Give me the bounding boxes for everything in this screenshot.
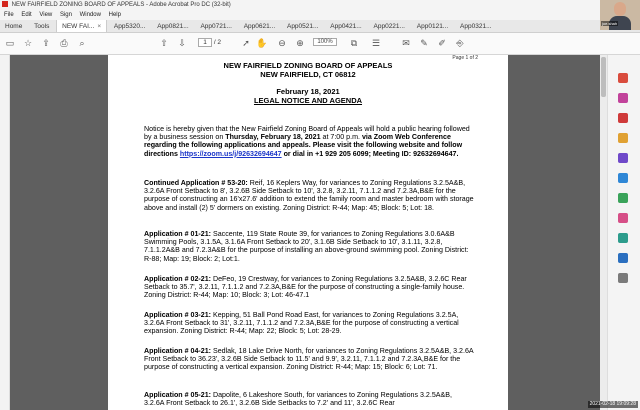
- application-item: Application # 01-21: Saccente, 119 State Route 39, for variances to Zoning Regulations 3.0.6A&B Swimming Pools, 3.1.5A, 3.1.6A Front Setback to 20', 3.1.6B Side Setback to 10', 3.1.11, 3.2.8, 7.1.1.2A&B and 7.2.3A&B for the purpose of installing an above-ground swimming pool. Zoning District: R-88; Map: 19; Block: 2; Lot:1.: [144, 230, 469, 263]
- zoom-out-icon[interactable]: ⊖: [278, 38, 286, 48]
- application-item: Application # 02-21: DeFeo, 19 Crestway, for variances to Zoning Regulations 3.2.5A&B, 3.2.6C Rear Setback to 35.7', 3.2.11, 7.1.1.2 and 7.2.3A,B&E for the purpose of constructing a single-family house. Zoning District: R-44; Map: 10; Block: 3; Lot: 46-47.1: [144, 275, 467, 300]
- page-number-input[interactable]: 1: [198, 38, 212, 47]
- search-icon[interactable]: ⌕: [79, 38, 85, 48]
- tab-home[interactable]: Home: [5, 23, 23, 30]
- comment-icon[interactable]: ✉: [402, 38, 410, 48]
- zoom-link[interactable]: https://zoom.us/j/92632694647: [179, 149, 282, 158]
- tab-bar: [0, 20, 640, 33]
- print-icon[interactable]: ⎙: [60, 38, 68, 48]
- hand-tool-icon[interactable]: ✋: [256, 38, 268, 48]
- notice-subtitle: LEGAL NOTICE AND AGENDA: [253, 96, 363, 105]
- video-timestamp: 2021-02-18 19:09:28: [589, 401, 636, 407]
- draw-icon[interactable]: ✐: [438, 38, 446, 48]
- menu-edit[interactable]: Edit: [21, 12, 32, 18]
- select-cursor-icon[interactable]: ➚: [242, 38, 250, 48]
- save-icon[interactable]: ▭: [5, 38, 15, 48]
- protect-icon[interactable]: [618, 233, 628, 243]
- toolbar: [0, 33, 640, 55]
- zoom-level-select[interactable]: 100%: [313, 38, 337, 46]
- tab-tools[interactable]: Tools: [34, 23, 50, 30]
- tab-document[interactable]: App0321...: [460, 23, 492, 30]
- highlight-pen-icon[interactable]: ✎: [420, 38, 428, 48]
- application-item: Application # 05-21: Dapolite, 6 Lakeshore South, for variances to Zoning Regulations 3.2.5A&B, 3.2.6A Front Setback to 26.1', 3.2.6B Side Setbacks to 7.2' and 11', 3.2.6C Rear: [144, 391, 452, 408]
- scroll-mode-icon[interactable]: ☰: [371, 38, 381, 48]
- more-tools-icon[interactable]: [618, 273, 628, 283]
- window-title: NEW FAIRFIELD ZONING BOARD OF APPEALS - Adobe Acrobat Pro DC (32-bit): [11, 2, 231, 8]
- vertical-scrollbar[interactable]: [600, 55, 607, 410]
- page-title: [108, 61, 508, 79]
- send-for-signature-icon[interactable]: [618, 213, 628, 223]
- application-item: Application # 04-21: Sedlak, 18 Lake Drive North, for variances to Zoning Regulations 3.2.5A&B, 3.2.6A Front Setback to 36.23', 3.2.6B Side Setback to 11.5' and 9.9', 3.2.11, 7.1.1.2 and 7.2.3A,B&E for the purpose of constructing a vertical expansion. Zoning District: R-44; Map: 15; Block: 6; Lot: 71.: [144, 347, 474, 372]
- tab-close-icon[interactable]: ×: [97, 23, 102, 30]
- tab-label: NEW FAI...: [62, 23, 95, 30]
- tab-document[interactable]: App0121...: [416, 23, 449, 30]
- organize-pages-icon[interactable]: [618, 173, 628, 183]
- pdf-page: [108, 55, 508, 410]
- menu-help[interactable]: Help: [108, 12, 121, 18]
- bookmark-star-icon[interactable]: ☆: [23, 38, 33, 48]
- comment-tool-icon[interactable]: [618, 133, 628, 143]
- heading-board: NEW FAIRFIELD ZONING BOARD OF APPEALS: [223, 61, 393, 70]
- edit-pdf-icon[interactable]: [618, 113, 628, 123]
- page-down-icon[interactable]: ⇩: [178, 38, 186, 48]
- fill-sign-icon[interactable]: [618, 193, 628, 203]
- menu-file[interactable]: File: [4, 12, 14, 18]
- scan-ocr-icon[interactable]: [618, 253, 628, 263]
- tab-document[interactable]: App0721...: [200, 23, 232, 30]
- intro-paragraph: Notice is hereby given that the New Fairfield Zoning Board of Appeals will hold a public hearing followed by a business session on Thursday, February 18, 2021 at 7:00 p.m. via Zoom Web Conference regarding the following applications and appeals. Please visit the following website and follow directions https://zoom.us/j/92632694647 or dial in +1 929 205 6099; Meeting ID: 92632694647.: [144, 125, 470, 158]
- export-pdf-icon[interactable]: [618, 73, 628, 83]
- tab-document[interactable]: App0421...: [330, 23, 362, 30]
- application-item: Continued Application # 53-20: Reif, 16 Keplers Way, for variances to Zoning Regulations 3.2.5A&B, 3.2.6A Front Setback to 8', 3.2.6B Side Setback to 10', 3.2.8, 3.2.11, 7.1.1.2 and 7.2.3A,B&E for the purpose of constructing an 16'x27.6' addition to extend the family room and master bedroom with storage above and install (2) 5' dormers on existing. Zoning District: R-44; Map: 45; Block: 5; Lot: 18.: [144, 179, 474, 212]
- menu-window[interactable]: Window: [79, 12, 101, 18]
- left-navigation-panel[interactable]: [0, 55, 10, 410]
- menu-sign[interactable]: Sign: [59, 12, 72, 18]
- create-pdf-icon[interactable]: [618, 93, 628, 103]
- page-total: / 2: [213, 39, 222, 46]
- heading-town: NEW FAIRFIELD, CT 06812: [260, 70, 356, 79]
- webcam-name-tag: joe.shah: [602, 21, 618, 26]
- combine-files-icon[interactable]: [618, 153, 628, 163]
- tools-pane: [607, 55, 640, 410]
- stamp-icon[interactable]: ⎆: [456, 38, 464, 48]
- menu-bar: [0, 10, 640, 20]
- scrollbar-thumb[interactable]: [601, 57, 606, 97]
- person-head: [614, 2, 626, 16]
- tab-document[interactable]: App0521...: [286, 23, 319, 30]
- acrobat-logo-icon: [2, 1, 8, 7]
- notice-date: February 18, 2021: [276, 87, 340, 96]
- page-indicator: [198, 38, 221, 47]
- menu-view[interactable]: View: [39, 12, 53, 18]
- tab-document[interactable]: App0221...: [373, 23, 405, 30]
- tab-active-document[interactable]: [56, 20, 107, 33]
- window-titlebar: [0, 0, 640, 10]
- application-item: Application # 03-21: Kepping, 51 Ball Pond Road East, for variances to Zoning Regulations 3.2.5A, 3.2.6A Front Setback to 31', 3.2.11, 7.1.1.2 and 7.2.3A,B&E for the purpose of constructing a vertical expansion. Zoning District: R-44; Map: 22; Block: 5; Lot: 28-29.: [144, 311, 459, 336]
- page-up-icon[interactable]: ⇧: [160, 38, 168, 48]
- upload-icon[interactable]: ⇪: [42, 38, 50, 48]
- tab-document[interactable]: App0821...: [157, 23, 189, 30]
- tab-document[interactable]: App0621...: [243, 23, 276, 30]
- notice-heading: [108, 87, 508, 105]
- tab-document[interactable]: App5320...: [113, 23, 146, 30]
- fit-page-icon[interactable]: ⧉: [350, 38, 358, 48]
- webcam-overlay: [600, 0, 640, 30]
- zoom-in-icon[interactable]: ⊕: [296, 38, 304, 48]
- document-viewport[interactable]: [10, 55, 607, 410]
- page-stamp: Page 1 of 2: [452, 55, 478, 61]
